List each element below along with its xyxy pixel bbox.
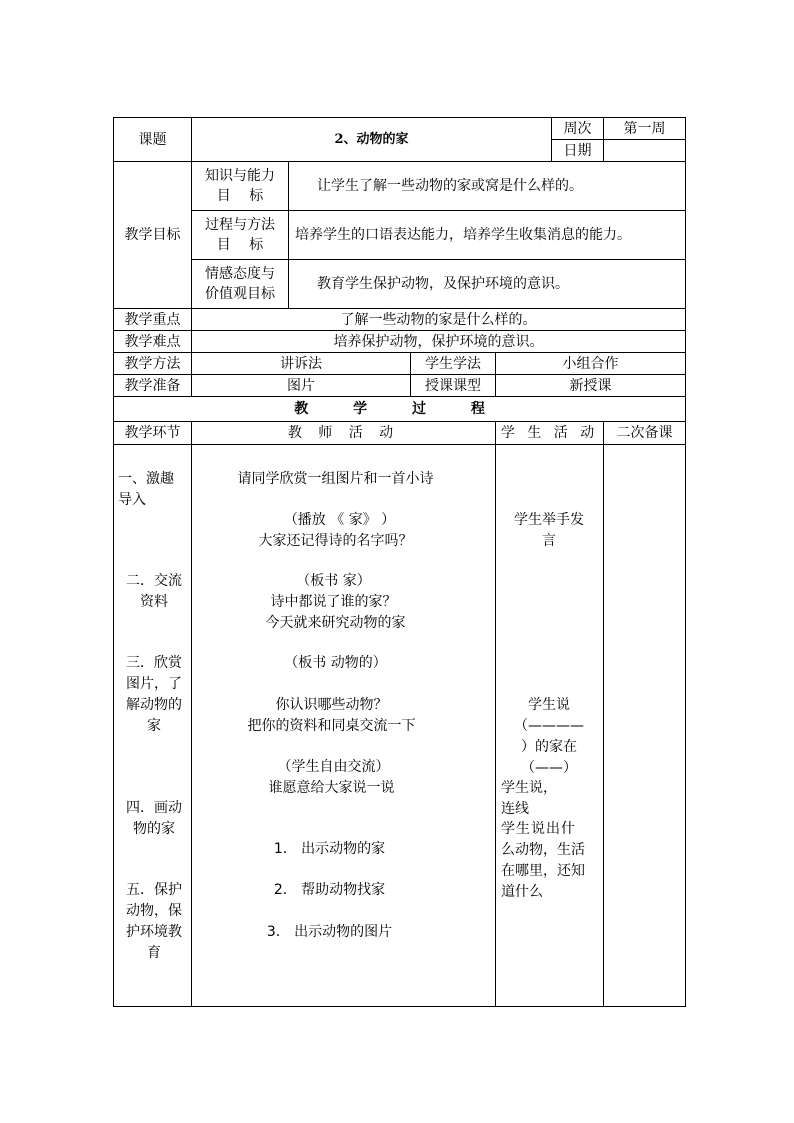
lesson-type-label: 授课课型 [411, 375, 496, 397]
teacher-line-14: 3. 出示动物的图片 [266, 924, 393, 940]
teacher-line-12: 1. 出示动物的家 [273, 841, 386, 857]
key-point-value: 了解一些动物的家是什么样的。 [192, 309, 686, 331]
student-block-1: 学生举手发 言 [514, 512, 584, 549]
col-stage-header: 教学环节 [114, 422, 192, 445]
teacher-line-2: （播放 《 家》 ） [283, 512, 396, 528]
lesson-type-value: 新授课 [496, 375, 686, 397]
goal-text-process: 培养学生的口语表达能力，培养学生收集消息的能力。 [289, 211, 686, 260]
teacher-column [192, 445, 496, 1007]
prep-label: 教学准备 [114, 375, 192, 397]
stage-3: 三．欣赏 图片，了 解动物的 家 [126, 655, 182, 734]
teacher-line-11: 谁愿意给大家说一说 [268, 780, 395, 796]
col-teacher-header: 教 师 活 动 [192, 422, 496, 445]
week-value: 第一周 [604, 118, 686, 140]
teacher-line-7: （板书 动物的） [284, 655, 387, 671]
teacher-line-9: 把你的资料和同桌交流一下 [247, 718, 416, 734]
stage-4: 四．画动 物的家 [126, 800, 182, 837]
goal-name-process: 过程与方法 目 标 [192, 211, 289, 260]
teacher-line-10: （学生自由交流） [277, 759, 390, 775]
stage-5: 五．保护 动物，保 护环境教 育 [126, 882, 182, 961]
date-value [604, 140, 686, 162]
teacher-line-13: 2. 帮助动物找家 [273, 882, 386, 898]
difficulty-value: 培养保护动物，保护环境的意识。 [192, 331, 686, 353]
goals-label: 教学目标 [114, 162, 192, 309]
student-block-4: 学生说出什 么动物，生活 在哪里，还知 道什么 [501, 821, 585, 900]
teacher-line-4: （板书 家） [296, 573, 371, 589]
goal-name-knowledge: 知识与能力 目 标 [192, 162, 289, 211]
method-label: 教学方法 [114, 353, 192, 375]
prep-value: 图片 [192, 375, 411, 397]
student-block-3: 学生说， 连线 [501, 780, 557, 817]
student-method-label: 学生学法 [411, 353, 496, 375]
week-label: 周次 [552, 118, 604, 140]
teacher-line-5: 诗中都说了谁的家？ [270, 594, 397, 610]
col-student-header: 学 生 活 动 [496, 422, 604, 445]
student-column [496, 445, 604, 1007]
student-block-2: 学生说 （———— ）的家在 （——） [514, 697, 584, 776]
notes-column [604, 445, 686, 1007]
topic-label: 课题 [114, 118, 192, 162]
method-value: 讲诉法 [192, 353, 411, 375]
col-notes-header: 二次备课 [604, 422, 686, 445]
process-title: 教 学 过 程 [114, 397, 686, 422]
teacher-line-8: 你认识哪些动物？ [275, 697, 388, 713]
goal-text-knowledge: 让学生了解一些动物的家或窝是什么样的。 [289, 162, 686, 211]
teacher-line-1: 请同学欣赏一组图片和一首小诗 [237, 471, 434, 487]
teacher-line-6: 今天就来研究动物的家 [265, 615, 406, 631]
teacher-line-3: 大家还记得诗的名字吗？ [258, 533, 413, 549]
stage-2: 二．交流 资料 [126, 573, 182, 610]
goal-text-emotion: 教育学生保护动物，及保护环境的意识。 [289, 260, 686, 309]
key-point-label: 教学重点 [114, 309, 192, 331]
stage-1: 一、激趣 导入 [118, 471, 174, 508]
student-method-value: 小组合作 [496, 353, 686, 375]
difficulty-label: 教学难点 [114, 331, 192, 353]
lesson-plan-table [113, 117, 686, 1007]
date-label: 日期 [552, 140, 604, 162]
goal-name-emotion: 情感态度与 价值观目标 [192, 260, 289, 309]
topic-value: 2、动物的家 [192, 118, 552, 162]
